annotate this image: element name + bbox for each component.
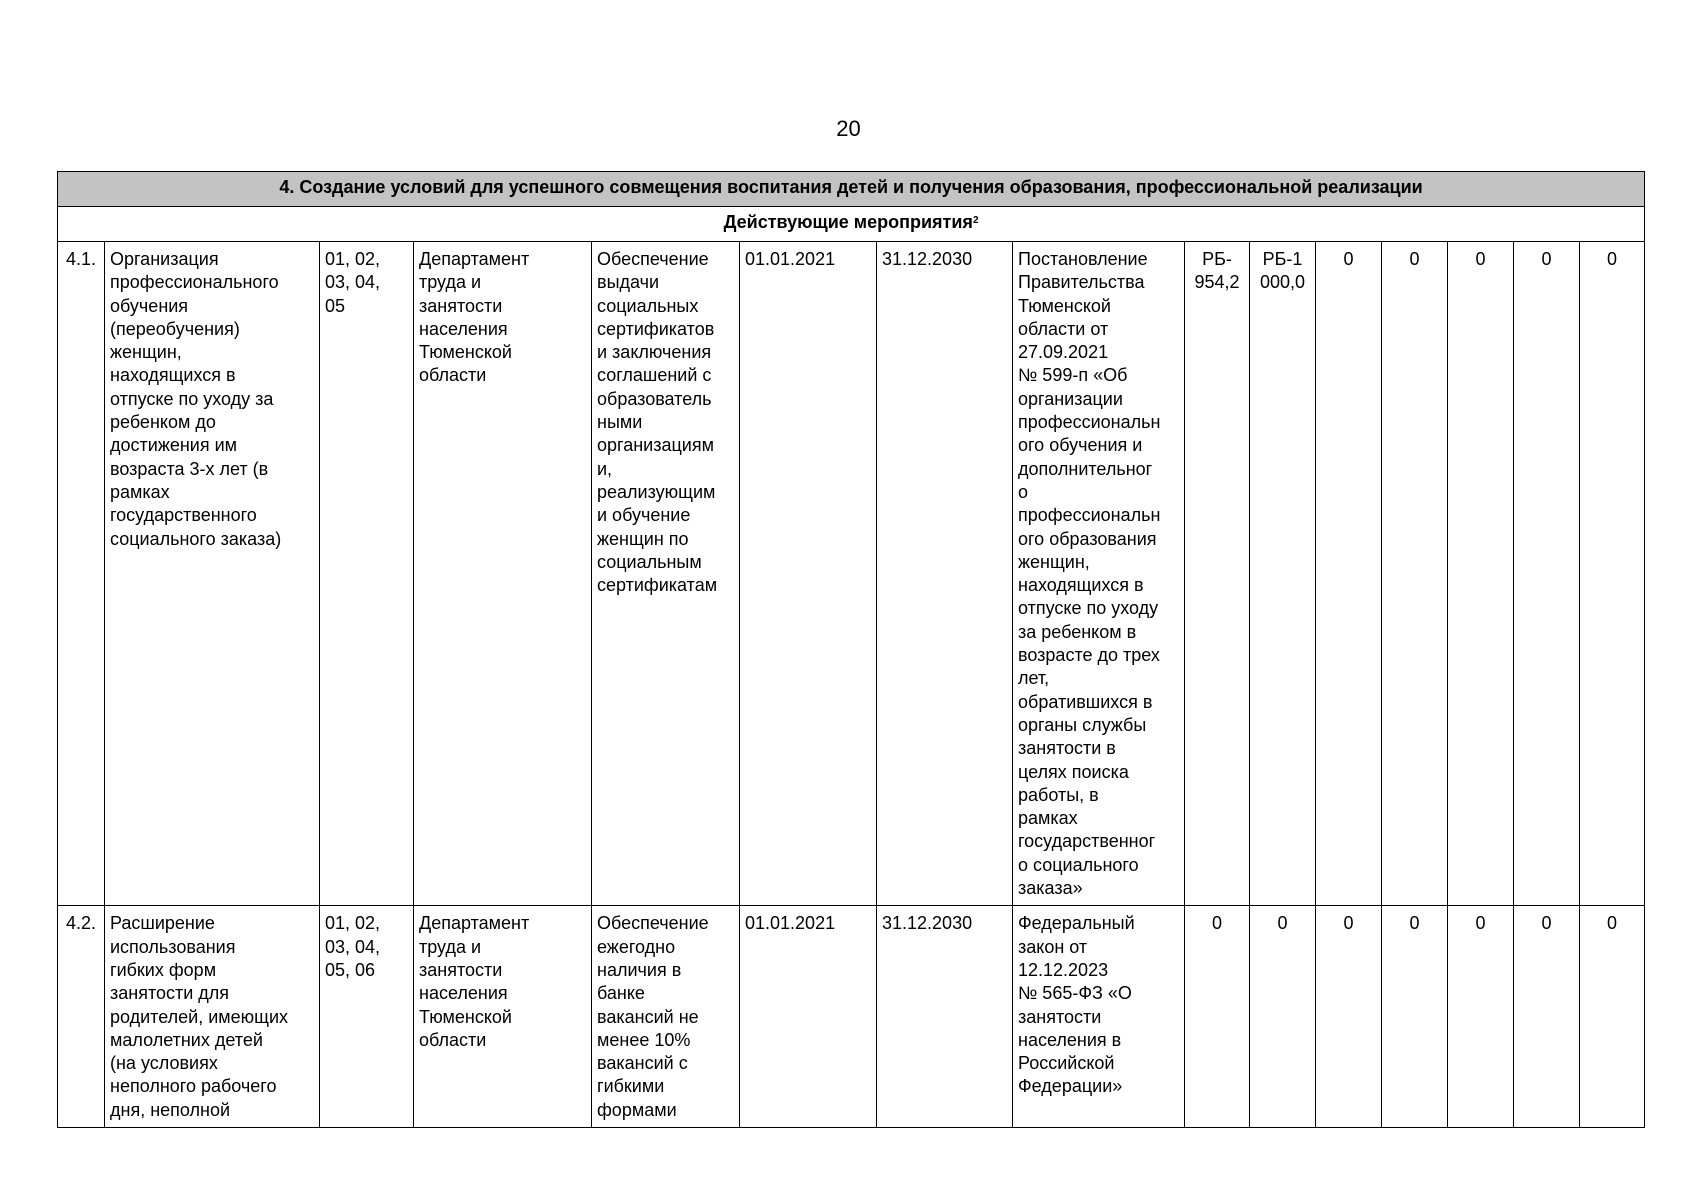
section-title: 4. Создание условий для успешного совмещения воспитания детей и получения образования, профессиональной реализации (58, 172, 1645, 207)
executor: Департамент труда и занятости населения Тюменской области (414, 242, 592, 906)
subsection-header-row (58, 207, 1645, 242)
funding-2: 0 (1250, 906, 1316, 1128)
legal-basis: Федеральный закон от 12.12.2023 № 565-ФЗ «О занятости населения в Российской Федерации» (1013, 906, 1185, 1128)
funding-7: 0 (1580, 242, 1645, 906)
start-date: 01.01.2021 (740, 242, 877, 906)
page-number: 20 (836, 116, 861, 141)
section-header-row (58, 172, 1645, 207)
table-row (58, 906, 1645, 1128)
funding-6: 0 (1514, 242, 1580, 906)
funding-6: 0 (1514, 906, 1580, 1128)
funding-5: 0 (1448, 242, 1514, 906)
expected-result: Обеспечение ежегодно наличия в банке вакансий не менее 10% вакансий с гибкими формами (592, 906, 740, 1128)
funding-7: 0 (1580, 906, 1645, 1128)
row-number: 4.1. (58, 242, 105, 906)
start-date: 01.01.2021 (740, 906, 877, 1128)
footnote-marker: 2 (972, 215, 979, 226)
measure-name: Расширение использования гибких форм занятости для родителей, имеющих малолетних детей (на условиях неполного рабочего дня, неполной (105, 906, 320, 1128)
end-date: 31.12.2030 (877, 906, 1013, 1128)
funding-4: 0 (1382, 242, 1448, 906)
indicator-codes: 01, 02, 03, 04, 05, 06 (320, 906, 414, 1128)
funding-4: 0 (1382, 906, 1448, 1128)
funding-5: 0 (1448, 906, 1514, 1128)
legal-basis: Постановление Правительства Тюменской области от 27.09.2021 № 599-п «Об организации профессиональн ого обучения и дополнительног о профессиональн ого образования женщин, находящихся в отпуске по уходу за ребенком в возрасте до трех лет, обратившихся в органы службы занятости в целях поиска работы, в рамках государственног о социального заказа» (1013, 242, 1185, 906)
funding-1: РБ- 954,2 (1185, 242, 1250, 906)
funding-2: РБ-1 000,0 (1250, 242, 1316, 906)
funding-3: 0 (1316, 242, 1382, 906)
end-date: 31.12.2030 (877, 242, 1013, 906)
indicator-codes: 01, 02, 03, 04, 05 (320, 242, 414, 906)
funding-3: 0 (1316, 906, 1382, 1128)
executor: Департамент труда и занятости населения Тюменской области (414, 906, 592, 1128)
subsection-title-cell (58, 207, 1645, 242)
measures-table (57, 171, 1645, 1128)
funding-1: 0 (1185, 906, 1250, 1128)
row-number: 4.2. (58, 906, 105, 1128)
measure-name: Организация профессионального обучения (переобучения) женщин, находящихся в отпуске по уходу за ребенком до достижения им возраста 3-х лет (в рамках государственного социального заказа) (105, 242, 320, 906)
expected-result: Обеспечение выдачи социальных сертификатов и заключения соглашений с образователь ными организациям и, реализующим и обучение женщин по социальным сертификатам (592, 242, 740, 906)
table-row (58, 242, 1645, 906)
subsection-title: Действующие мероприятия (723, 212, 973, 232)
